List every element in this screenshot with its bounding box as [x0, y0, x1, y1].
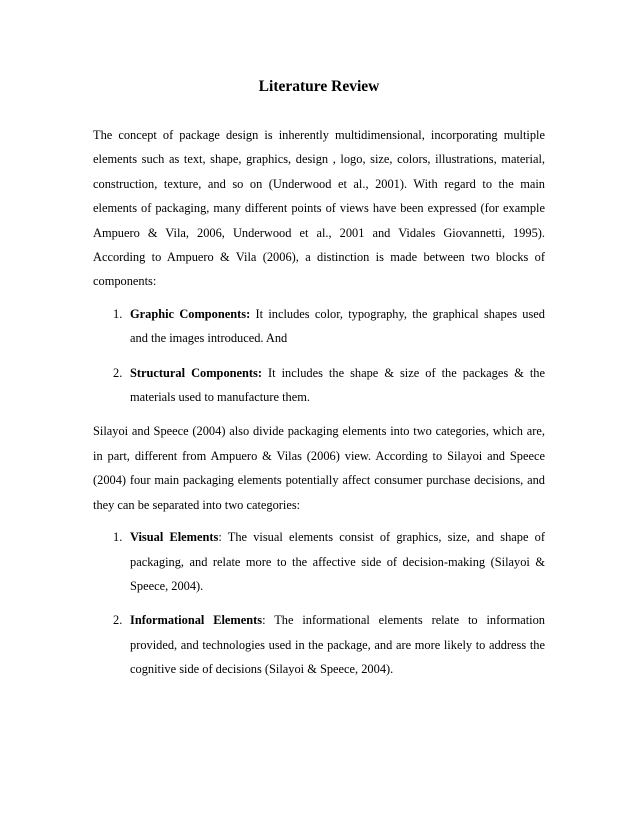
list-item-title: Structural Components:	[130, 365, 262, 380]
document-page	[93, 76, 545, 692]
list-number: 2.	[113, 613, 123, 628]
paragraph-silayoi: Silayoi and Speece (2004) also divide packaging elements into two categories, which are, in part, different from Ampuero & Vilas (2006) view. According to Silayoi and Speece (2004) four main packaging elements potentially affect consumer purchase decisions, and they can be separated into two categories:	[93, 424, 545, 512]
list-number: 1.	[113, 306, 123, 321]
list-item-title: Graphic Components:	[130, 306, 251, 321]
list-item	[93, 608, 545, 681]
elements-list	[93, 525, 545, 681]
list-item-text: It includes the shape & size of the packages & the materials used to manufacture them.	[130, 365, 545, 405]
list-item	[93, 525, 545, 598]
list-item-text: : The informational elements relate to information provided, and technologies used in the package, and are more likely to address the cognitive side of decisions (Silayoi & Speece, 2004).	[130, 613, 545, 677]
page-title: Literature Review	[258, 78, 380, 95]
list-item-text: It includes color, typography, the graphical shapes used and the images introduced. And	[130, 306, 545, 346]
list-item-title: Visual Elements	[130, 530, 219, 545]
paragraph-intro: The concept of package design is inherently multidimensional, incorporating multiple elements such as text, shape, graphics, design , logo, size, colors, illustrations, material, construction, texture, and so on (Underwood et al., 2001). With regard to the main elements of packaging, many different points of views have been expressed (for example Ampuero & Vila, 2006, Underwood et al., 2001 and Vidales Giovannetti, 1995). According to Ampuero & Vila (2006), a distinction is made between two blocks of components:	[93, 128, 545, 289]
list-number: 1.	[113, 530, 123, 545]
list-number: 2.	[113, 365, 123, 380]
list-item-title: Informational Elements	[130, 613, 263, 628]
list-item-text: : The visual elements consist of graphics, size, and shape of packaging, and relate more to the affective side of decision-making (Silayoi & Speece, 2004).	[130, 530, 545, 593]
list-item	[93, 361, 545, 410]
components-list	[93, 302, 545, 410]
list-item	[93, 302, 545, 351]
